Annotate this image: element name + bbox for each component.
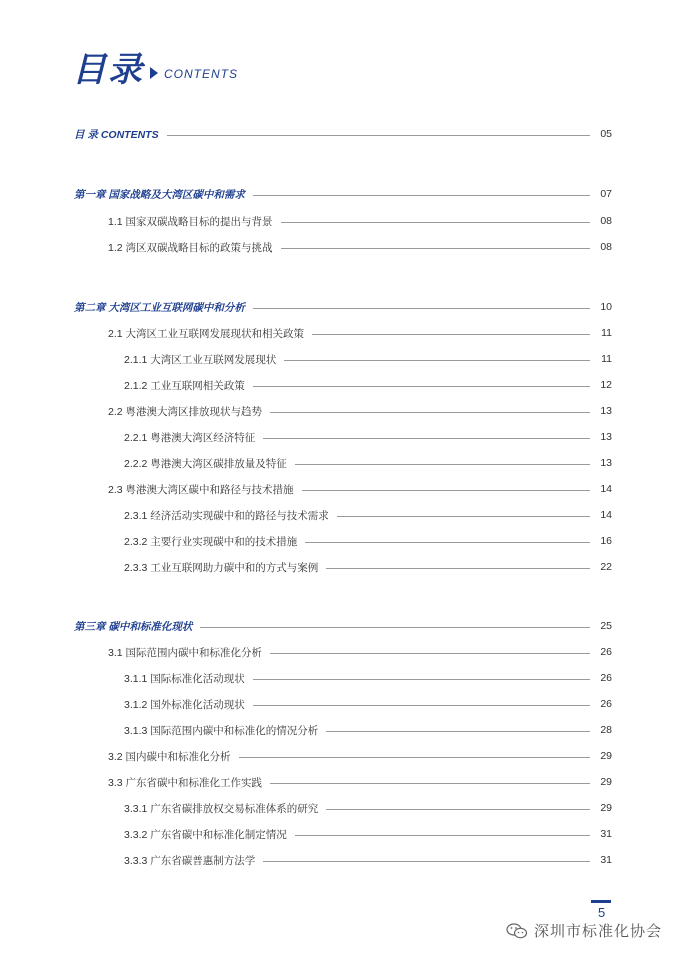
toc-leader-line bbox=[281, 222, 590, 223]
toc-entry[interactable] bbox=[108, 325, 612, 341]
toc-entry-page: 29 bbox=[600, 750, 612, 762]
toc-entry[interactable] bbox=[124, 377, 612, 393]
toc-entry[interactable] bbox=[108, 774, 612, 790]
watermark bbox=[506, 920, 662, 941]
toc-leader-line bbox=[326, 809, 590, 810]
toc-entry-label: 1.2 湾区双碳战略目标的政策与挑战 bbox=[108, 241, 273, 254]
toc-entry-page: 28 bbox=[600, 724, 612, 736]
toc-entry[interactable] bbox=[124, 800, 612, 816]
toc-entry[interactable] bbox=[124, 670, 612, 686]
toc-entry[interactable] bbox=[108, 403, 612, 419]
toc-entry-label: 2.3 粤港澳大湾区碳中和路径与技术措施 bbox=[108, 483, 294, 496]
toc-entry-page: 16 bbox=[600, 535, 612, 547]
toc-entry-page: 26 bbox=[600, 672, 612, 684]
toc-entry-label: 3.1 国际范围内碳中和标准化分析 bbox=[108, 646, 263, 659]
toc-leader-line bbox=[326, 731, 590, 732]
toc-entry-label: 3.1.2 国外标准化活动现状 bbox=[124, 698, 245, 711]
toc-entry[interactable] bbox=[108, 481, 612, 497]
toc-entry-label: 目 录 CONTENTS bbox=[74, 128, 159, 141]
toc-leader-line bbox=[295, 464, 590, 465]
toc-leader-line bbox=[270, 653, 590, 654]
toc-entry-page: 08 bbox=[600, 215, 612, 227]
toc-entry-page: 07 bbox=[600, 188, 612, 200]
toc-leader-line bbox=[200, 627, 590, 628]
toc-entry[interactable] bbox=[74, 299, 612, 315]
toc-leader-line bbox=[312, 334, 590, 335]
toc-leader-line bbox=[263, 861, 590, 862]
toc-entry-label: 3.3.2 广东省碳中和标准化制定情况 bbox=[124, 828, 287, 841]
toc-entry[interactable] bbox=[124, 722, 612, 738]
toc-entry[interactable] bbox=[124, 455, 612, 471]
toc-entry[interactable] bbox=[124, 429, 612, 445]
toc-entry[interactable] bbox=[74, 618, 612, 634]
toc-leader-line bbox=[326, 568, 590, 569]
toc-entry-label: 3.3.3 广东省碳普惠制方法学 bbox=[124, 854, 256, 867]
toc-leader-line bbox=[253, 679, 590, 680]
toc-entry-page: 29 bbox=[600, 776, 612, 788]
toc-entry-label: 第三章 碳中和标准化现状 bbox=[74, 620, 193, 633]
toc-entry-label: 2.2.2 粤港澳大湾区碳排放量及特征 bbox=[124, 457, 287, 470]
toc-leader-line bbox=[284, 360, 590, 361]
toc-entry-label: 2.3.3 工业互联网助力碳中和的方式与案例 bbox=[124, 561, 319, 574]
toc-entry-page: 13 bbox=[600, 405, 612, 417]
toc-entry[interactable] bbox=[124, 852, 612, 868]
toc-leader-line bbox=[337, 516, 590, 517]
toc-entry-label: 3.3.1 广东省碳排放权交易标准体系的研究 bbox=[124, 802, 319, 815]
toc-entry-label: 3.1.3 国际范围内碳中和标准化的情况分析 bbox=[124, 724, 319, 737]
toc-entry-label: 第二章 大湾区工业互联网碳中和分析 bbox=[74, 301, 245, 314]
toc-entry[interactable] bbox=[108, 748, 612, 764]
toc-entry[interactable] bbox=[124, 559, 612, 575]
toc-entry-page: 26 bbox=[600, 646, 612, 658]
toc-entry-label: 3.3 广东省碳中和标准化工作实践 bbox=[108, 776, 263, 789]
toc-leader-line bbox=[253, 195, 590, 196]
wechat-icon bbox=[506, 923, 528, 939]
toc-entry[interactable] bbox=[124, 507, 612, 523]
toc-entry-page: 10 bbox=[600, 301, 612, 313]
page-subtitle: CONTENTS bbox=[164, 67, 238, 81]
toc-entry-page: 13 bbox=[600, 431, 612, 443]
toc-entry-page: 08 bbox=[600, 241, 612, 253]
toc-entry-page: 11 bbox=[601, 353, 612, 365]
toc-entry[interactable] bbox=[124, 533, 612, 549]
toc-entry-page: 29 bbox=[600, 802, 612, 814]
toc-entry-label: 2.1.1 大湾区工业互联网发展现状 bbox=[124, 353, 277, 366]
toc-entry[interactable] bbox=[124, 696, 612, 712]
toc-entry-label: 2.1 大湾区工业互联网发展现状和相关政策 bbox=[108, 327, 305, 340]
toc-leader-line bbox=[305, 542, 590, 543]
toc-entry[interactable] bbox=[108, 213, 612, 229]
toc-leader-line bbox=[253, 705, 590, 706]
toc-leader-line bbox=[295, 835, 590, 836]
page-number-bar bbox=[591, 900, 611, 903]
page-title: 目录 bbox=[72, 51, 144, 89]
toc-entry-label: 2.2 粤港澳大湾区排放现状与趋势 bbox=[108, 405, 263, 418]
toc-leader-line bbox=[263, 438, 590, 439]
toc-leader-line bbox=[270, 412, 590, 413]
toc-entry-label: 2.1.2 工业互联网相关政策 bbox=[124, 379, 245, 392]
watermark-text: 深圳市标准化协会 bbox=[534, 923, 663, 940]
toc-entry-label: 2.2.1 粤港澳大湾区经济特征 bbox=[124, 431, 256, 444]
toc-leader-line bbox=[281, 248, 590, 249]
toc-entry-page: 11 bbox=[601, 327, 612, 339]
toc-entry-page: 26 bbox=[600, 698, 612, 710]
toc-entry-label: 2.3.2 主要行业实现碳中和的技术措施 bbox=[124, 535, 298, 548]
toc-entry[interactable] bbox=[108, 644, 612, 660]
toc-entry[interactable] bbox=[108, 239, 612, 255]
toc-leader-line bbox=[270, 783, 590, 784]
toc-entry-page: 14 bbox=[600, 509, 612, 521]
toc-entry-page: 31 bbox=[600, 854, 612, 866]
toc-entry-label: 2.3.1 经济活动实现碳中和的路径与技术需求 bbox=[124, 509, 329, 522]
toc-entry-page: 22 bbox=[600, 561, 612, 573]
toc-leader-line bbox=[302, 490, 590, 491]
toc-leader-line bbox=[167, 135, 590, 136]
toc-entry-page: 12 bbox=[600, 379, 612, 391]
toc-entry-page: 13 bbox=[600, 457, 612, 469]
toc-entry[interactable] bbox=[124, 826, 612, 842]
toc-entry-label: 第一章 国家战略及大湾区碳中和需求 bbox=[74, 188, 245, 201]
toc-entry-label: 3.2 国内碳中和标准化分析 bbox=[108, 750, 231, 763]
toc-entry-label: 1.1 国家双碳战略目标的提出与背景 bbox=[108, 215, 273, 228]
toc-entry-page: 05 bbox=[600, 128, 612, 140]
toc-leader-line bbox=[253, 386, 590, 387]
toc-entry-page: 25 bbox=[600, 620, 612, 632]
toc-entry[interactable] bbox=[124, 351, 612, 367]
toc-entry-page: 31 bbox=[600, 828, 612, 840]
toc-entry-label: 3.1.1 国际标准化活动现状 bbox=[124, 672, 245, 685]
toc-leader-line bbox=[253, 308, 590, 309]
toc-entry-page: 14 bbox=[600, 483, 612, 495]
toc-entry[interactable] bbox=[74, 186, 612, 202]
toc-entry[interactable] bbox=[74, 126, 612, 142]
toc-leader-line bbox=[239, 757, 590, 758]
page-number: 5 bbox=[598, 905, 606, 920]
